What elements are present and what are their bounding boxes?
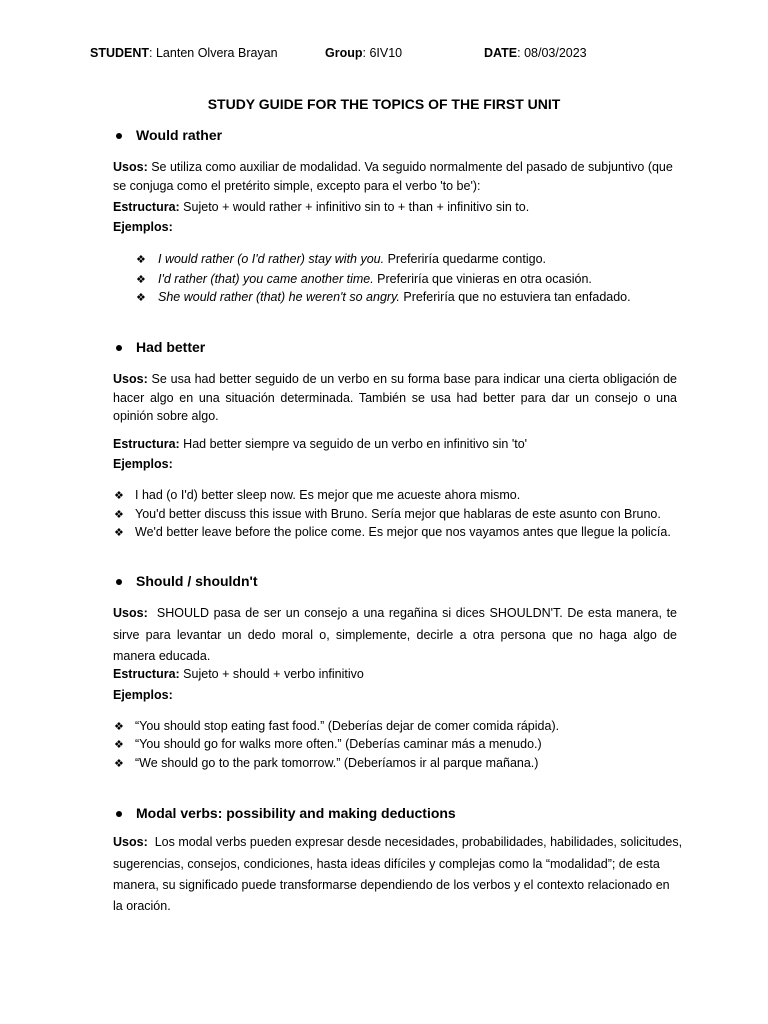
estructura-text: Sujeto + would rather + infinitivo sin to + than + infinitivo sin to. (183, 200, 530, 214)
estructura-label: Estructura: (113, 200, 180, 214)
section-heading-modal-verbs: Modal verbs: possibility and making deductions (136, 805, 456, 821)
usos-paragraph (113, 370, 677, 426)
diamond-bullet-icon: ❖ (114, 527, 124, 539)
section-heading-should: Should / shouldn't (136, 573, 258, 589)
diamond-bullet-icon: ❖ (114, 721, 124, 733)
estructura-text: Had better siempre va seguido de un verbo en infinitivo sin 'to' (183, 437, 528, 451)
section-heading-had-better: Had better (136, 339, 206, 355)
usos-text: SHOULD pasa de ser un consejo a una regañina si dices SHOULDN'T. De esta manera, te sirve para levantar un dedo moral o, simplemente, decirle a otra persona que no haga algo de manera educada. (113, 606, 677, 663)
diamond-bullet-icon: ❖ (114, 758, 124, 770)
example-item: I'd rather (that) you came another time. Preferiría que vinieras en otra ocasión. (158, 272, 592, 286)
example-item: We'd better leave before the police come. Es mejor que nos vayamos antes que llegue la policía. (135, 525, 671, 539)
diamond-bullet-icon: ❖ (114, 739, 124, 751)
example-item: You'd better discuss this issue with Bruno. Sería mejor que hablaras de este asunto con Bruno. (135, 507, 661, 521)
group-field: Group: 6IV10 (325, 46, 403, 60)
example-item: She would rather (that) he weren't so angry. Preferiría que no estuviera tan enfadado. (158, 290, 631, 304)
estructura-label: Estructura: (113, 667, 180, 681)
usos-paragraph (113, 603, 677, 668)
date-label: DATE (484, 46, 518, 60)
usos-text: Los modal verbs pueden expresar desde necesidades, probabilidades, habilidades, solicitudes, (154, 835, 683, 849)
ejemplos-label: Ejemplos: (113, 688, 173, 702)
usos-label: Usos: (113, 606, 148, 620)
diamond-bullet-icon: ❖ (114, 490, 124, 502)
estructura-line (113, 437, 527, 451)
example-item: I would rather (o I'd rather) stay with you. Preferiría quedarme contigo. (158, 252, 546, 266)
example-item: “You should go for walks more often.” (Deberías caminar más a menudo.) (135, 737, 542, 751)
diamond-bullet-icon: ❖ (114, 509, 124, 521)
estructura-line (113, 667, 364, 681)
student-field: STUDENT: Lanten Olvera Brayan (90, 46, 278, 60)
bullet-icon (116, 345, 122, 351)
date-value: 08/03/2023 (524, 46, 587, 60)
diamond-bullet-icon: ❖ (136, 274, 146, 286)
usos-paragraph (113, 158, 677, 195)
bullet-icon (116, 811, 122, 817)
estructura-label: Estructura: (113, 437, 180, 451)
usos-line: la oración. (113, 899, 171, 913)
example-item: I had (o I'd) better sleep now. Es mejor que me acueste ahora mismo. (135, 488, 521, 502)
usos-line (113, 835, 682, 849)
section-heading-would-rather: Would rather (136, 127, 223, 143)
student-label: STUDENT (90, 46, 150, 60)
diamond-bullet-icon: ❖ (136, 292, 146, 304)
diamond-bullet-icon: ❖ (136, 254, 146, 266)
ejemplos-label: Ejemplos: (113, 457, 173, 471)
usos-label: Usos: (113, 372, 148, 386)
group-label: Group (325, 46, 363, 60)
bullet-icon (116, 579, 122, 585)
example-item: “We should go to the park tomorrow.” (Deberíamos ir al parque mañana.) (135, 756, 539, 770)
group-value: 6IV10 (369, 46, 403, 60)
usos-line: sugerencias, consejos, condiciones, hasta ideas difíciles y complejas como la “modalidad”; de esta (113, 857, 660, 871)
usos-line: manera, su significado puede transformarse dependiendo de los verbos y el contexto relacionado en (113, 878, 670, 892)
usos-label: Usos: (113, 160, 148, 174)
page-title: STUDY GUIDE FOR THE TOPICS OF THE FIRST UNIT (207, 96, 561, 112)
usos-text: Se usa had better seguido de un verbo en su forma base para indicar una cierta obligación de hacer algo en una situación determinada. También se usa had better para dar un consejo o una opinión sobre algo. (113, 372, 677, 423)
example-item: “You should stop eating fast food.” (Deberías dejar de comer comida rápida). (135, 719, 560, 733)
usos-text: Se utiliza como auxiliar de modalidad. Va seguido normalmente del pasado de subjuntivo (que se conjuga como el pretérito simple, excepto para el verbo 'to be'): (113, 160, 673, 193)
estructura-text: Sujeto + should + verbo infinitivo (183, 667, 364, 681)
student-value: Lanten Olvera Brayan (155, 46, 278, 60)
usos-label: Usos: (113, 835, 148, 849)
bullet-icon (116, 133, 122, 139)
date-field: DATE: 08/03/2023 (484, 46, 587, 60)
estructura-line (113, 200, 529, 214)
ejemplos-label: Ejemplos: (113, 220, 173, 234)
